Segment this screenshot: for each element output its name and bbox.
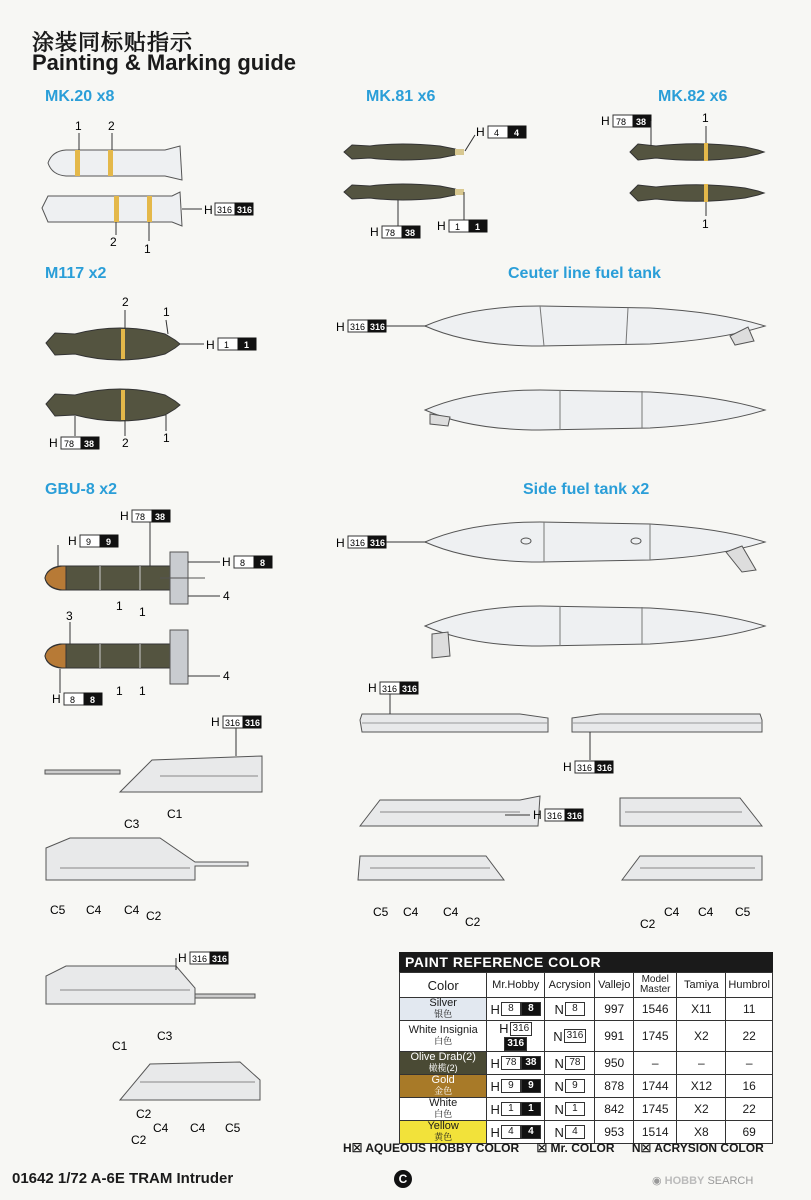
svg-text:H: H — [437, 219, 446, 233]
humbrol-cell: 22 — [726, 1021, 773, 1052]
svg-text:4: 4 — [494, 128, 500, 138]
pylon-bottom-view-right — [622, 856, 762, 880]
page-title-chinese: 涂装同标贴指示 — [32, 30, 194, 55]
svg-text:8: 8 — [260, 558, 266, 568]
table-row — [400, 1098, 773, 1121]
acrysion-code: 8 — [565, 1002, 585, 1016]
callout-number: 2 — [108, 119, 115, 133]
svg-text:3: 3 — [66, 609, 73, 623]
svg-text:1: 1 — [702, 111, 709, 125]
page-badge: C — [394, 1170, 412, 1188]
svg-text:C4: C4 — [403, 905, 419, 919]
table-row — [400, 998, 773, 1021]
header-vallejo: Vallejo — [595, 973, 634, 998]
callout-number: 1 — [144, 242, 151, 256]
color-code-h316 — [348, 320, 386, 332]
svg-text:38: 38 — [636, 117, 647, 127]
mk81-bomb-top — [344, 144, 464, 160]
color-name-cell — [400, 1075, 487, 1098]
paint-reference-table — [399, 952, 773, 1144]
section-title-gbu8: GBU-8 x2 — [45, 481, 118, 498]
table-row — [400, 1075, 773, 1098]
legend-aqueous: H☒ AQUEOUS HOBBY COLOR — [343, 1141, 520, 1155]
n-prefix: N — [554, 1078, 564, 1094]
svg-text:H: H — [211, 715, 220, 729]
svg-text:8: 8 — [240, 558, 246, 568]
svg-text:4: 4 — [514, 128, 520, 138]
svg-text:H: H — [533, 808, 542, 822]
n-prefix: N — [554, 1055, 564, 1071]
gun-pod-bottom-view-lower — [120, 1062, 260, 1100]
svg-text:2: 2 — [122, 295, 129, 309]
acrysion-cell — [545, 1098, 595, 1121]
svg-text:C4: C4 — [86, 903, 102, 917]
color-code-h316 — [190, 952, 228, 964]
svg-text:H: H — [52, 692, 61, 706]
svg-text:316: 316 — [350, 538, 366, 548]
color-code-h9 — [80, 535, 118, 547]
color-name-cell — [400, 1098, 487, 1121]
svg-text:78: 78 — [64, 439, 75, 449]
svg-text:316: 316 — [350, 322, 366, 332]
pylon-strip-right — [572, 714, 762, 732]
color-name: Olive Drab(2) — [410, 1051, 476, 1064]
svg-text:316: 316 — [597, 763, 613, 773]
svg-text:C2: C2 — [465, 915, 481, 929]
svg-text:316: 316 — [370, 322, 386, 332]
mrhobby-cell — [487, 1075, 545, 1098]
svg-text:C4: C4 — [664, 905, 680, 919]
svg-text:78: 78 — [385, 228, 396, 238]
color-code-h78-38 — [132, 510, 170, 522]
mrhobby-cell — [487, 1021, 545, 1052]
acrysion-code: 9 — [565, 1079, 585, 1093]
n-prefix: N — [553, 1028, 563, 1044]
aqueous-code: 8 — [501, 1002, 521, 1016]
color-code-h316 — [545, 809, 583, 821]
n-prefix: N — [554, 1101, 564, 1117]
table-row — [400, 1021, 773, 1052]
acrysion-code: 4 — [565, 1125, 585, 1139]
callout-number: 1 — [75, 119, 82, 133]
color-code-h78-38 — [613, 115, 651, 127]
svg-text:1: 1 — [139, 605, 146, 619]
svg-text:316: 316 — [225, 718, 241, 728]
callout-number: 2 — [110, 235, 117, 249]
mk82-bomb-top — [630, 143, 764, 161]
gun-pod-side-view-lower — [46, 966, 255, 1004]
table-header-row — [400, 973, 773, 998]
model-master-cell: 1744 — [634, 1075, 677, 1098]
svg-text:9: 9 — [86, 537, 92, 547]
mk20-bomb-bottom — [42, 192, 202, 226]
svg-text:9: 9 — [106, 537, 112, 547]
svg-text:8: 8 — [90, 695, 96, 705]
color-code-h316 — [223, 716, 261, 728]
svg-text:2: 2 — [122, 436, 129, 450]
pylon-bottom-view-left — [358, 856, 504, 880]
mk82-bomb-bottom — [630, 184, 764, 202]
h-prefix: H — [499, 1021, 509, 1037]
svg-text:316: 316 — [567, 811, 583, 821]
section-title-mk82: MK.82 x6 — [658, 88, 728, 105]
svg-text:H: H — [222, 555, 231, 569]
centerline-fuel-tank-top — [425, 306, 765, 346]
aqueous-code: 4 — [501, 1125, 521, 1139]
svg-text:C4: C4 — [698, 905, 714, 919]
color-code-h316 — [380, 682, 418, 694]
svg-text:1: 1 — [244, 340, 250, 350]
model-master-cell: – — [634, 1052, 677, 1075]
pylon-side-view-left — [360, 796, 540, 826]
color-code-h316 — [575, 761, 613, 773]
model-master-cell: 1514 — [634, 1121, 677, 1144]
svg-text:316: 316 — [382, 684, 398, 694]
watermark-text: SEARCH — [707, 1175, 754, 1187]
color-code-h8 — [64, 693, 102, 705]
acrysion-code: 78 — [565, 1056, 585, 1070]
svg-text:H: H — [368, 681, 377, 695]
svg-text:4: 4 — [223, 589, 230, 603]
h-prefix: H — [490, 1001, 500, 1017]
svg-text:H: H — [206, 338, 215, 352]
svg-text:1: 1 — [702, 217, 709, 231]
section-title-mk81: MK.81 x6 — [366, 88, 436, 105]
svg-text:8: 8 — [70, 695, 76, 705]
humbrol-cell: 11 — [726, 998, 773, 1021]
header-humbrol: Humbrol — [726, 973, 773, 998]
section-title-mk20: MK.20 x8 — [45, 88, 115, 105]
table-row — [400, 1052, 773, 1075]
aqueous-code: 78 — [501, 1056, 521, 1070]
svg-text:H: H — [336, 536, 345, 550]
svg-text:H: H — [49, 436, 58, 450]
n-prefix: N — [554, 1001, 564, 1017]
color-code-h8 — [234, 556, 272, 568]
color-name-cn: 白色 — [434, 1109, 453, 1120]
h-prefix: H — [490, 1078, 500, 1094]
color-name: Gold — [431, 1074, 455, 1087]
svg-text:316: 316 — [577, 763, 593, 773]
aqueous-code: 1 — [501, 1102, 521, 1116]
acrysion-cell — [545, 1052, 595, 1075]
color-code-h316 — [348, 536, 386, 548]
vallejo-cell: 953 — [595, 1121, 634, 1144]
legend-mr-color: ☒ Mr. COLOR — [536, 1141, 615, 1155]
color-name-cell — [400, 998, 487, 1021]
svg-text:C4: C4 — [124, 903, 140, 917]
paint-table-title: PAINT REFERENCE COLOR — [399, 952, 773, 972]
model-master-cell: 1745 — [634, 1021, 677, 1052]
acrysion-cell — [545, 998, 595, 1021]
svg-text:38: 38 — [405, 228, 416, 238]
centerline-fuel-tank-bottom — [425, 390, 765, 430]
svg-text:C2: C2 — [640, 917, 656, 931]
pylon-side-view-right — [620, 798, 762, 826]
svg-text:1: 1 — [163, 431, 170, 445]
tamiya-cell: X2 — [677, 1098, 726, 1121]
svg-text:H: H — [178, 951, 187, 965]
h-prefix: H — [204, 203, 213, 217]
mr-color-code: 8 — [521, 1002, 541, 1016]
svg-text:H: H — [370, 225, 379, 239]
h-prefix: H — [490, 1055, 500, 1071]
svg-text:316: 316 — [212, 954, 228, 964]
tamiya-cell: X12 — [677, 1075, 726, 1098]
vallejo-cell: 842 — [595, 1098, 634, 1121]
aqueous-code: 9 — [501, 1079, 521, 1093]
svg-text:4: 4 — [223, 669, 230, 683]
vallejo-cell: 950 — [595, 1052, 634, 1075]
svg-text:C2: C2 — [146, 909, 162, 923]
mrhobby-cell — [487, 1098, 545, 1121]
humbrol-cell: – — [726, 1052, 773, 1075]
humbrol-cell: 69 — [726, 1121, 773, 1144]
svg-text:1: 1 — [116, 684, 123, 698]
color-name-cn: 黄色 — [434, 1132, 453, 1143]
side-fuel-tank-bottom — [425, 606, 765, 658]
color-name-cell — [400, 1052, 487, 1075]
header-color: Color — [400, 973, 487, 998]
svg-text:H: H — [476, 125, 485, 139]
mrhobby-cell — [487, 998, 545, 1021]
section-title-centerline-tank: Ceuter line fuel tank — [508, 265, 661, 282]
color-name: Silver — [429, 997, 457, 1009]
svg-text:316: 316 — [402, 684, 418, 694]
watermark — [652, 1174, 753, 1187]
color-code-h316 — [215, 203, 253, 215]
svg-text:C1: C1 — [167, 807, 183, 821]
paint-table-grid — [399, 972, 773, 1144]
gbu8-bomb-top — [45, 552, 205, 604]
acrysion-cell — [545, 1075, 595, 1098]
legend-acrysion: N☒ ACRYSION COLOR — [631, 1141, 764, 1155]
mr-color-code: 9 — [521, 1079, 541, 1093]
humbrol-cell: 22 — [726, 1098, 773, 1121]
h-prefix: H — [490, 1124, 500, 1140]
mk81-bomb-bottom — [344, 184, 464, 200]
svg-text:316: 316 — [245, 718, 261, 728]
svg-text:H: H — [336, 320, 345, 334]
header-acrysion: Acrysion — [545, 973, 595, 998]
svg-text:C2: C2 — [136, 1107, 152, 1121]
svg-text:78: 78 — [135, 512, 146, 522]
svg-text:C1: C1 — [112, 1039, 128, 1053]
gun-pod-top — [45, 756, 262, 792]
svg-text:1: 1 — [455, 222, 461, 232]
mr-color-code: 316 — [504, 1037, 527, 1051]
svg-text:H: H — [563, 760, 572, 774]
svg-text:1: 1 — [163, 305, 170, 319]
mr-color-code: 1 — [521, 1102, 541, 1116]
h-prefix: H — [490, 1101, 500, 1117]
svg-text:C5: C5 — [373, 905, 389, 919]
gbu8-bomb-bottom — [45, 630, 188, 684]
color-name-cn: 白色 — [434, 1036, 453, 1047]
vallejo-cell: 991 — [595, 1021, 634, 1052]
svg-text:H: H — [68, 534, 77, 548]
watermark-brand: HOBBY — [664, 1175, 705, 1187]
side-fuel-tank-top — [425, 522, 765, 572]
color-name: White Insignia — [408, 1024, 478, 1037]
svg-text:1: 1 — [224, 340, 230, 350]
svg-text:C5: C5 — [735, 905, 751, 919]
mr-color-code: 4 — [521, 1125, 541, 1139]
acrysion-code: 1 — [565, 1102, 585, 1116]
svg-text:C4: C4 — [153, 1121, 169, 1135]
mk20-bomb-top — [48, 146, 182, 180]
svg-text:38: 38 — [84, 439, 95, 449]
acrysion-cell — [545, 1021, 595, 1052]
mr-color-code: 38 — [521, 1056, 541, 1070]
tamiya-cell: X2 — [677, 1021, 726, 1052]
tamiya-cell: – — [677, 1052, 726, 1075]
svg-text:H: H — [120, 509, 129, 523]
svg-text:C3: C3 — [157, 1029, 173, 1043]
svg-text:1: 1 — [139, 684, 146, 698]
color-name-cn: 金色 — [434, 1086, 453, 1097]
n-prefix: N — [554, 1124, 564, 1140]
tamiya-cell: X11 — [677, 998, 726, 1021]
svg-text:316: 316 — [217, 205, 233, 215]
svg-text:C5: C5 — [50, 903, 66, 917]
svg-text:C2: C2 — [131, 1133, 147, 1147]
model-master-cell: 1546 — [634, 998, 677, 1021]
aqueous-code: 316 — [510, 1022, 533, 1036]
color-code-h78-38 — [382, 226, 420, 238]
svg-text:316: 316 — [237, 205, 253, 215]
page-title: Painting & Marking guide — [32, 50, 297, 75]
section-title-side-tank: Side fuel tank x2 — [523, 481, 650, 498]
header-model-master: Model Master — [634, 973, 677, 998]
color-code-h1 — [218, 338, 256, 350]
m117-bomb-bottom — [46, 389, 180, 421]
color-name: White — [429, 1097, 458, 1110]
svg-text:H: H — [601, 114, 610, 128]
header-mrhobby: Mr.Hobby — [487, 973, 545, 998]
svg-text:C3: C3 — [124, 817, 140, 831]
vallejo-cell: 997 — [595, 998, 634, 1021]
svg-text:C5: C5 — [225, 1121, 241, 1135]
svg-text:38: 38 — [155, 512, 166, 522]
svg-text:316: 316 — [192, 954, 208, 964]
acrysion-code: 316 — [564, 1029, 587, 1043]
svg-text:C4: C4 — [443, 905, 459, 919]
section-title-m117: M117 x2 — [45, 265, 107, 282]
svg-text:78: 78 — [616, 117, 627, 127]
color-code-h4 — [488, 126, 526, 138]
pylon-strip-left — [360, 714, 548, 732]
watermark-icon: ◉ — [652, 1175, 665, 1187]
model-master-cell: 1745 — [634, 1098, 677, 1121]
m117-bomb-top — [46, 328, 180, 360]
svg-text:1: 1 — [475, 222, 481, 232]
color-name: Yellow — [427, 1120, 459, 1133]
mrhobby-cell — [487, 1052, 545, 1075]
color-name-cell — [400, 1021, 487, 1052]
color-code-h78-38 — [61, 437, 99, 449]
humbrol-cell: 16 — [726, 1075, 773, 1098]
color-legend — [343, 1141, 778, 1155]
svg-text:316: 316 — [547, 811, 563, 821]
svg-text:316: 316 — [370, 538, 386, 548]
header-tamiya: Tamiya — [677, 973, 726, 998]
color-code-h1 — [449, 220, 487, 232]
color-name-cn: 橄榄(2) — [428, 1063, 458, 1074]
vallejo-cell: 878 — [595, 1075, 634, 1098]
svg-text:C4: C4 — [190, 1121, 206, 1135]
tamiya-cell: X8 — [677, 1121, 726, 1144]
svg-text:1: 1 — [116, 599, 123, 613]
color-name-cn: 银色 — [434, 1009, 453, 1019]
footer-title: 01642 1/72 A-6E TRAM Intruder — [12, 1170, 234, 1187]
gun-pod-bottom-view — [46, 838, 248, 880]
